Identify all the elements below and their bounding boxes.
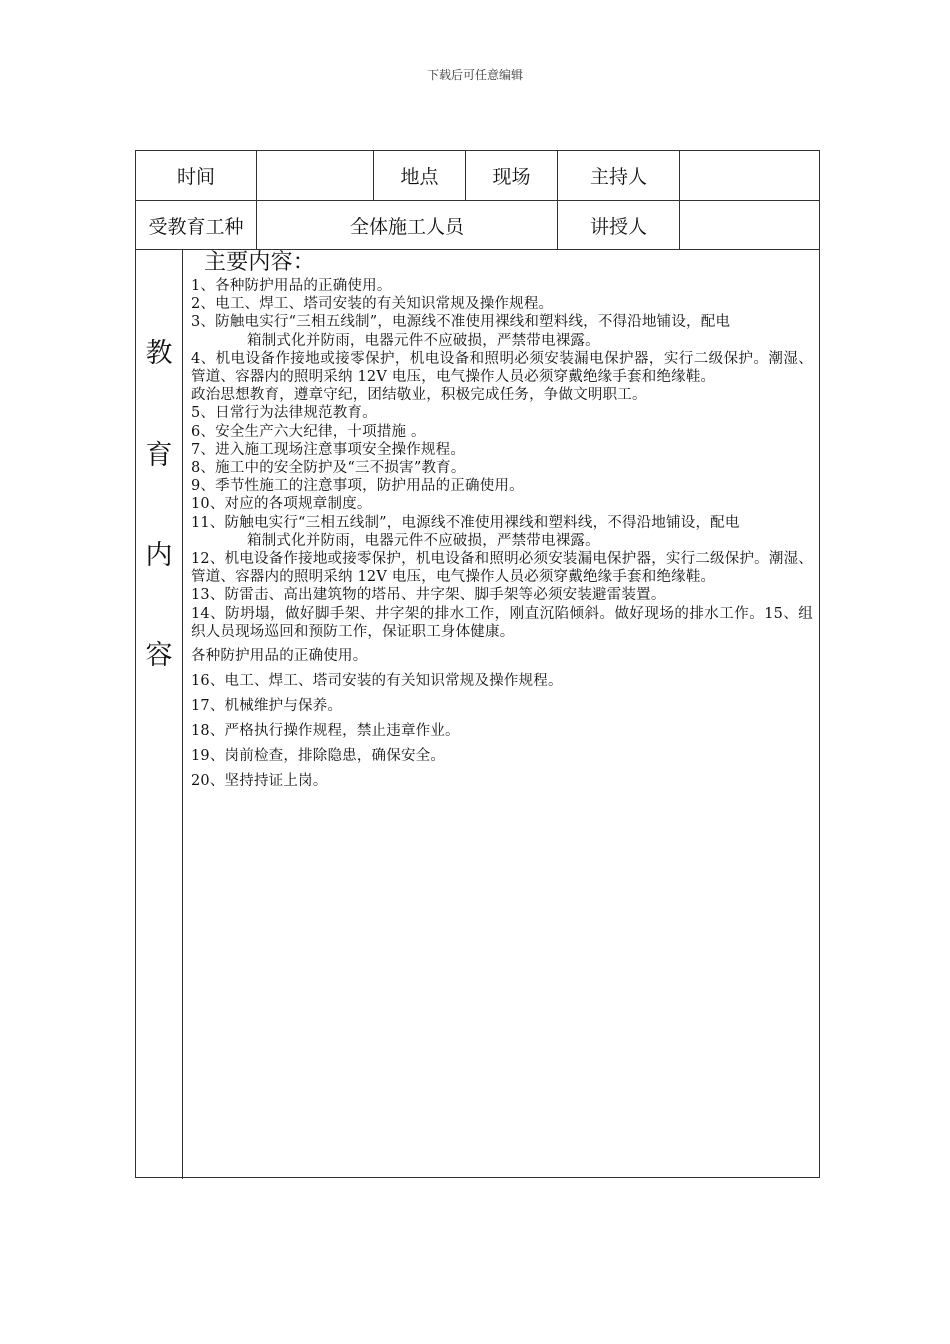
content-item: 14、防坍塌，做好脚手架、井字架的排水工作，刚直沉陷倾斜。做好现场的排水工作。15、组织人员现场巡回和预防工作，保证职工身体健康。 <box>191 605 813 640</box>
content-item: 12、机电设备作接地或接零保护，机电设备和照明必须安装漏电保护器，实行二级保护。潮湿、管道、容器内的照明采纳 12V 电压，电气操作人员必须穿戴绝缘手套和绝缘鞋。 <box>191 551 813 586</box>
trainee-value[interactable]: 全体施工人员 <box>349 215 464 238</box>
side-label-line <box>182 249 183 1179</box>
content-item: 10、对应的各项规章制度。 <box>191 496 372 513</box>
content-item: 5、日常行为法律规范教育。 <box>191 405 377 422</box>
content-item: 6、安全生产六大纪律，十项措施 。 <box>191 423 426 440</box>
time-label: 时间 <box>176 166 215 188</box>
training-record-form <box>135 150 820 1178</box>
content-item: 2、电工、焊工、塔司安装的有关知识常规及操作规程。 <box>191 296 554 313</box>
content-item: 8、施工中的安全防护及“三不损害”教育。 <box>191 460 466 477</box>
content-item: 18、严格执行操作规程，禁止违章作业。 <box>191 723 460 740</box>
content-item: 9、季节性施工的注意事项，防护用品的正确使用。 <box>191 478 524 495</box>
host-label: 主持人 <box>589 166 647 188</box>
content-item: 20、坚持持证上岗。 <box>191 773 328 790</box>
content-item: 19、岗前检查，排除隐患，确保安全。 <box>191 748 446 765</box>
content-item: 16、电工、焊工、塔司安装的有关知识常规及操作规程。 <box>191 673 563 690</box>
content-area <box>191 249 813 794</box>
content-item: 17、机械维护与保养。 <box>191 698 343 715</box>
content-items-dense <box>191 277 813 641</box>
side-label-char: 内 <box>145 540 173 571</box>
place-value[interactable]: 现场 <box>492 166 531 188</box>
host-value[interactable] <box>680 151 819 200</box>
header-note: 下载后可任意编辑 <box>426 68 523 82</box>
side-label-char: 育 <box>145 440 173 471</box>
content-item: 3、防触电实行“三相五线制”，电源线不准使用裸线和塑料线，不得沿地铺设，配电 <box>191 314 731 331</box>
education-content-label <box>136 249 182 1179</box>
lecturer-value[interactable] <box>680 201 819 249</box>
content-item-continued <box>191 532 813 550</box>
lecturer-label: 讲授人 <box>589 215 647 238</box>
content-item: 政治思想教育，遵章守纪，团结敬业，积极完成任务，争做文明职工。 <box>191 387 647 404</box>
content-item: 7、进入施工现场注意事项安全操作规程。 <box>191 441 466 458</box>
side-label-char: 容 <box>145 640 173 671</box>
content-item: 4、机电设备作接地或接零保护，机电设备和照明必须安装漏电保护器，实行二级保护。潮湿、管道、容器内的照明采纳 12V 电压，电气操作人员必须穿戴绝缘手套和绝缘鞋。 <box>191 350 813 386</box>
content-items-loose <box>191 644 813 794</box>
content-item: 1、各种防护用品的正确使用。 <box>191 278 392 294</box>
place-label: 地点 <box>400 166 439 188</box>
content-item: 箱制式化并防雨，电器元件不应破损，严禁带电裸露。 <box>247 532 600 549</box>
content-item-continued <box>191 332 813 350</box>
time-value[interactable] <box>257 151 373 200</box>
content-item: 13、防雷击、高出建筑物的塔吊、井字架、脚手架等必须安装避雷装置。 <box>191 587 666 604</box>
side-label-char: 教 <box>145 338 173 369</box>
trainee-label: 受教育工种 <box>148 215 244 238</box>
content-item: 各种防护用品的正确使用。 <box>191 648 368 665</box>
content-item: 11、防触电实行“三相五线制”，电源线不准使用裸线和塑料线，不得沿地铺设，配电 <box>191 514 740 531</box>
content-heading: 主要内容： <box>204 250 316 275</box>
content-item: 箱制式化并防雨，电器元件不应破损，严禁带电裸露。 <box>247 332 600 349</box>
